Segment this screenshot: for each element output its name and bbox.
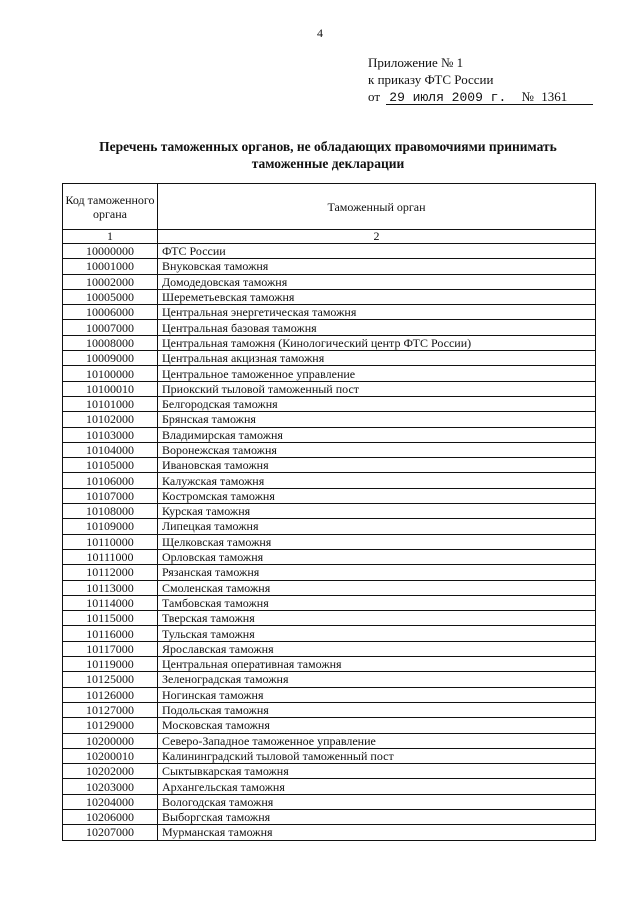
- table-row: [63, 733, 596, 748]
- row-name: Курская таможня: [158, 504, 596, 519]
- row-code: 10113000: [63, 580, 158, 595]
- row-name: Тамбовская таможня: [158, 595, 596, 610]
- table-row: [63, 764, 596, 779]
- table-row: [63, 657, 596, 672]
- row-code: 10006000: [63, 305, 158, 320]
- row-name: Орловская таможня: [158, 549, 596, 564]
- table-row: [63, 718, 596, 733]
- order-date-line: [368, 88, 567, 106]
- table-row: [63, 565, 596, 580]
- table-row: [63, 412, 596, 427]
- row-code: 10204000: [63, 794, 158, 809]
- row-name: Выборгская таможня: [158, 809, 596, 824]
- annex-order-ref: к приказу ФТС России: [368, 72, 494, 87]
- row-name: Приокский тыловой таможенный пост: [158, 381, 596, 396]
- row-code: 10125000: [63, 672, 158, 687]
- table-row: [63, 672, 596, 687]
- row-code: 10009000: [63, 351, 158, 366]
- table-row: [63, 549, 596, 564]
- row-name: Тверская таможня: [158, 611, 596, 626]
- row-code: 10103000: [63, 427, 158, 442]
- row-code: 10005000: [63, 289, 158, 304]
- table-row: [63, 366, 596, 381]
- row-name: Тульская таможня: [158, 626, 596, 641]
- row-code: 10200000: [63, 733, 158, 748]
- table-row: [63, 794, 596, 809]
- row-code: 10104000: [63, 442, 158, 457]
- row-code: 10108000: [63, 504, 158, 519]
- row-code: 10207000: [63, 825, 158, 840]
- row-code: 10111000: [63, 549, 158, 564]
- page-number: 4: [317, 26, 323, 40]
- row-name: Северо-Западное таможенное управление: [158, 733, 596, 748]
- table-row: [63, 351, 596, 366]
- table-row: [63, 779, 596, 794]
- table-row: [63, 396, 596, 411]
- table-row: [63, 320, 596, 335]
- row-name: Подольская таможня: [158, 702, 596, 717]
- row-code: 10206000: [63, 809, 158, 824]
- table-row: [63, 259, 596, 274]
- table-body: [63, 244, 596, 841]
- row-name: Шереметьевская таможня: [158, 289, 596, 304]
- table-row: [63, 595, 596, 610]
- row-name: Мурманская таможня: [158, 825, 596, 840]
- col-number-2: 2: [158, 230, 596, 244]
- order-number: 1361: [541, 89, 568, 104]
- row-code: 10100000: [63, 366, 158, 381]
- table-row: [63, 427, 596, 442]
- row-name: Архангельская таможня: [158, 779, 596, 794]
- table-row: [63, 289, 596, 304]
- row-name: Ивановская таможня: [158, 458, 596, 473]
- row-name: Костромская таможня: [158, 488, 596, 503]
- row-name: Калининградский тыловой таможенный пост: [158, 748, 596, 763]
- table-row: [63, 809, 596, 824]
- row-name: Центральная оперативная таможня: [158, 657, 596, 672]
- col-header-name: Таможенный орган: [158, 184, 596, 230]
- table-row: [63, 305, 596, 320]
- row-name: Владимирская таможня: [158, 427, 596, 442]
- row-name: Ногинская таможня: [158, 687, 596, 702]
- row-name: Зеленоградская таможня: [158, 672, 596, 687]
- table-row: [63, 519, 596, 534]
- row-code: 10202000: [63, 764, 158, 779]
- table-row: [63, 504, 596, 519]
- table-row: [63, 442, 596, 457]
- row-name: Калужская таможня: [158, 473, 596, 488]
- order-underline: [386, 104, 593, 105]
- order-number-label: №: [521, 89, 534, 104]
- row-code: 10117000: [63, 641, 158, 656]
- row-code: 10126000: [63, 687, 158, 702]
- row-name: Белгородская таможня: [158, 396, 596, 411]
- row-name: Липецкая таможня: [158, 519, 596, 534]
- table-row: [63, 626, 596, 641]
- row-code: 10107000: [63, 488, 158, 503]
- row-code: 10106000: [63, 473, 158, 488]
- annex-block: [368, 54, 567, 106]
- table-row: [63, 825, 596, 840]
- row-code: 10129000: [63, 718, 158, 733]
- row-name: Центральная базовая таможня: [158, 320, 596, 335]
- table-row: [63, 611, 596, 626]
- row-name: Щелковская таможня: [158, 534, 596, 549]
- row-code: 10007000: [63, 320, 158, 335]
- row-name: Московская таможня: [158, 718, 596, 733]
- col-header-code: Код таможенного органа: [63, 184, 158, 230]
- row-code: 10101000: [63, 396, 158, 411]
- row-name: Центральная таможня (Кинологический центр ФТС России): [158, 335, 596, 350]
- row-name: ФТС России: [158, 244, 596, 259]
- row-name: Центральная энергетическая таможня: [158, 305, 596, 320]
- customs-table: [62, 183, 596, 841]
- table-row: [63, 580, 596, 595]
- row-code: 10001000: [63, 259, 158, 274]
- row-name: Центральное таможенное управление: [158, 366, 596, 381]
- table-row: [63, 244, 596, 259]
- row-code: 10115000: [63, 611, 158, 626]
- table-row: [63, 274, 596, 289]
- table-row: [63, 702, 596, 717]
- row-code: 10102000: [63, 412, 158, 427]
- table-row: [63, 687, 596, 702]
- row-code: 10110000: [63, 534, 158, 549]
- table-row: [63, 534, 596, 549]
- document-title: Перечень таможенных органов, не обладающих правомочиями принимать таможенные декларации: [99, 139, 557, 171]
- row-name: Внуковская таможня: [158, 259, 596, 274]
- row-name: Воронежская таможня: [158, 442, 596, 457]
- row-name: Домодедовская таможня: [158, 274, 596, 289]
- row-name: Вологодская таможня: [158, 794, 596, 809]
- row-code: 10200010: [63, 748, 158, 763]
- row-name: Центральная акцизная таможня: [158, 351, 596, 366]
- row-code: 10008000: [63, 335, 158, 350]
- order-date: 29 июля 2009 г.: [389, 90, 507, 105]
- table-row: [63, 381, 596, 396]
- row-code: 10000000: [63, 244, 158, 259]
- row-code: 10127000: [63, 702, 158, 717]
- row-name: Брянская таможня: [158, 412, 596, 427]
- col-number-1: 1: [63, 230, 158, 244]
- row-name: Сыктывкарская таможня: [158, 764, 596, 779]
- row-name: Ярославская таможня: [158, 641, 596, 656]
- row-name: Смоленская таможня: [158, 580, 596, 595]
- table-row: [63, 473, 596, 488]
- annex-title: Приложение № 1: [368, 55, 464, 70]
- table-row: [63, 458, 596, 473]
- row-code: 10203000: [63, 779, 158, 794]
- row-name: Рязанская таможня: [158, 565, 596, 580]
- row-code: 10109000: [63, 519, 158, 534]
- row-code: 10116000: [63, 626, 158, 641]
- table-row: [63, 641, 596, 656]
- row-code: 10119000: [63, 657, 158, 672]
- row-code: 10112000: [63, 565, 158, 580]
- table-row: [63, 335, 596, 350]
- row-code: 10114000: [63, 595, 158, 610]
- row-code: 10105000: [63, 458, 158, 473]
- table-row: [63, 748, 596, 763]
- order-prefix: от: [368, 89, 381, 104]
- table-row: [63, 488, 596, 503]
- row-code: 10002000: [63, 274, 158, 289]
- row-code: 10100010: [63, 381, 158, 396]
